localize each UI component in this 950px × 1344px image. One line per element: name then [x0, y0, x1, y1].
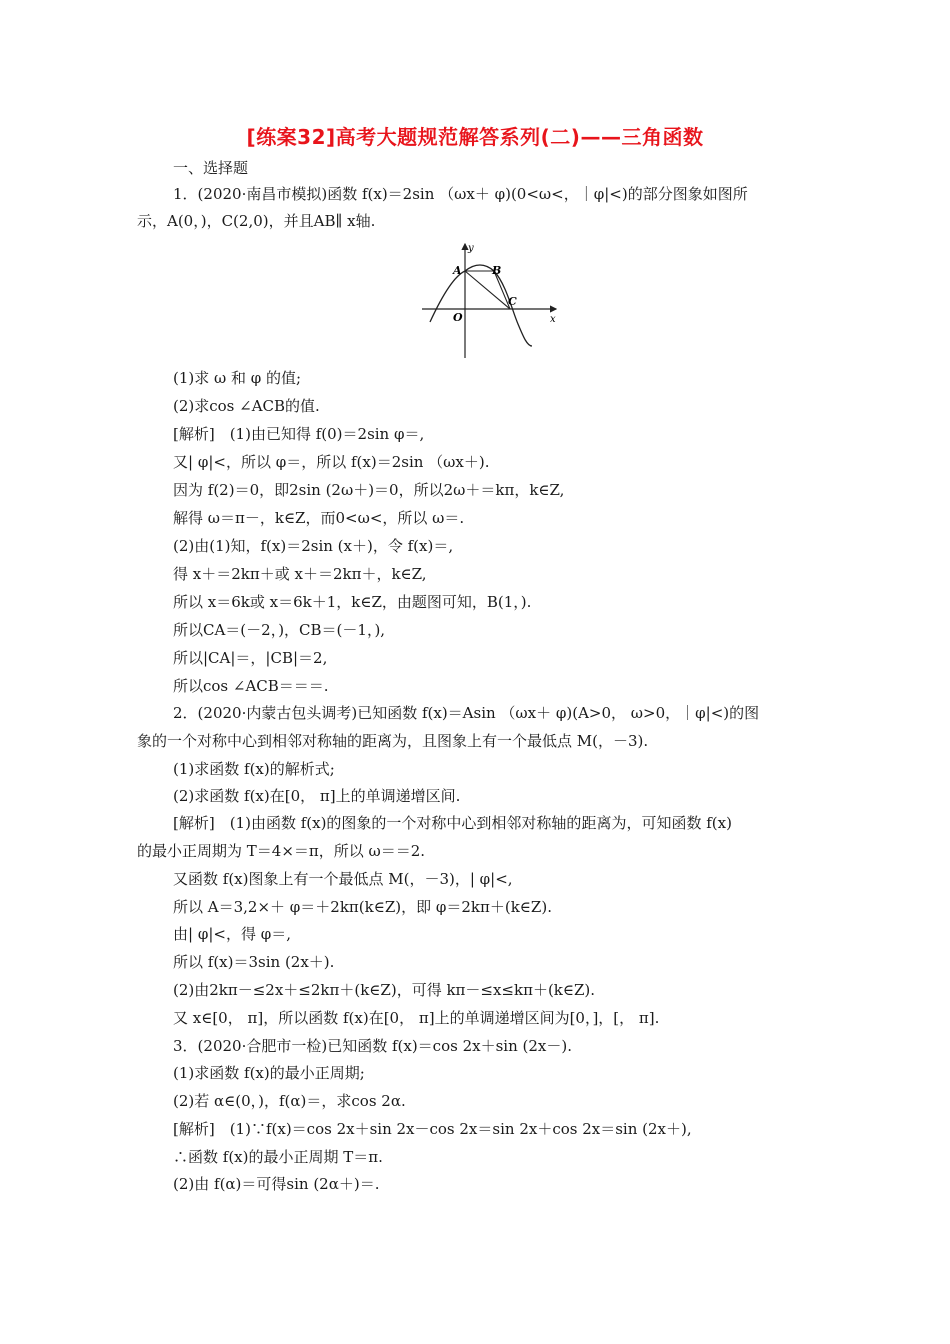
text-line: (2)由(1)知，f(x)＝2sin (x＋)，令 f(x)＝, — [173, 537, 454, 555]
text-line: (2)求函数 f(x)在[0， π]上的单调递增区间. — [173, 787, 461, 805]
text-line: (2)求cos ∠ACB的值. — [173, 397, 320, 415]
label-a: A — [453, 264, 462, 277]
text-line: 所以 x＝6k或 x＝6k＋1，k∈Z，由题图可知，B(1，). — [173, 593, 532, 611]
text-line: 所以|CA|＝，|CB|＝2, — [173, 649, 328, 667]
text-line: 又函数 f(x)图象上有一个最低点 M(，－3)，| φ|<, — [173, 870, 513, 888]
text-line: 示，A(0，)，C(2,0)，并且AB∥ x轴. — [137, 212, 376, 230]
text-line: (1)求函数 f(x)的解析式; — [173, 760, 335, 778]
text-line: 因为 f(2)＝0，即2sin (2ω＋)＝0，所以2ω＋＝kπ，k∈Z, — [173, 481, 565, 499]
label-o: O — [453, 311, 463, 324]
text-line: 1．(2020·南昌市模拟)函数 f(x)＝2sin （ωx＋ φ)(0<ω<，｜φ|<)的部分图象如图所 — [173, 185, 748, 203]
text-line: 象的一个对称中心到相邻对称轴的距离为，且图象上有一个最低点 M(，－3). — [137, 732, 649, 750]
text-line: [解析] (1)由已知得 f(0)＝2sin φ＝, — [173, 425, 425, 443]
sine-graph — [420, 238, 570, 363]
text-line: 3．(2020·合肥市一检)已知函数 f(x)＝cos 2x＋sin (2x－). — [173, 1037, 572, 1055]
text-line: 得 x＋＝2kπ＋或 x＋＝2kπ＋，k∈Z, — [173, 565, 427, 583]
text-line: (1)求 ω 和 φ 的值; — [173, 369, 302, 387]
label-c: C — [508, 295, 517, 308]
text-line: 所以cos ∠ACB＝＝＝. — [173, 677, 329, 695]
text-line: 所以 f(x)＝3sin (2x＋). — [173, 953, 335, 971]
text-line: 的最小正周期为 T＝4×＝π，所以 ω＝＝2. — [137, 842, 426, 860]
text-line: ∴函数 f(x)的最小正周期 T＝π. — [173, 1148, 383, 1166]
section-heading: 一、选择题 — [173, 159, 249, 177]
text-line: 又| φ|<，所以 φ＝，所以 f(x)＝2sin （ωx＋). — [173, 453, 490, 471]
function-graph-figure — [420, 238, 570, 363]
text-line: [解析] (1)∵f(x)＝cos 2x＋sin 2x－cos 2x＝sin 2x＋cos 2x＝sin (2x＋), — [173, 1120, 692, 1138]
text-line: (1)求函数 f(x)的最小正周期; — [173, 1064, 365, 1082]
text-line: 2．(2020·内蒙古包头调考)已知函数 f(x)＝Asin （ωx＋ φ)(A>0， ω>0，｜φ|<)的图 — [173, 704, 760, 722]
text-line: 由| φ|<，得 φ＝, — [173, 925, 291, 943]
segment-ac — [465, 271, 510, 309]
text-line: 所以 A＝3,2×＋ φ＝＋2kπ(k∈Z)，即 φ＝2kπ＋(k∈Z). — [173, 898, 552, 916]
text-line: 所以CA＝(－2，)，CB＝(－1，), — [173, 621, 386, 639]
text-line: [解析] (1)由函数 f(x)的图象的一个对称中心到相邻对称轴的距离为，可知函数 f(x) — [173, 814, 732, 832]
text-line: (2)由 f(α)＝可得sin (2α＋)＝. — [173, 1175, 380, 1193]
page-title: [练案32]高考大题规范解答系列(二)——三角函数 — [246, 125, 704, 149]
text-line: (2)若 α∈(0，)，f(α)＝，求cos 2α. — [173, 1092, 406, 1110]
text-line: (2)由2kπ－≤2x＋≤2kπ＋(k∈Z)，可得 kπ－≤x≤kπ＋(k∈Z). — [173, 981, 596, 999]
label-b: B — [492, 264, 502, 277]
text-line: 又 x∈[0， π]，所以函数 f(x)在[0， π]上的单调递增区间为[0，]，[， π]. — [173, 1009, 660, 1027]
label-y: y — [468, 243, 474, 254]
text-line: 解得 ω＝π－，k∈Z，而0<ω<，所以 ω＝. — [173, 509, 465, 527]
label-x: x — [550, 314, 556, 325]
